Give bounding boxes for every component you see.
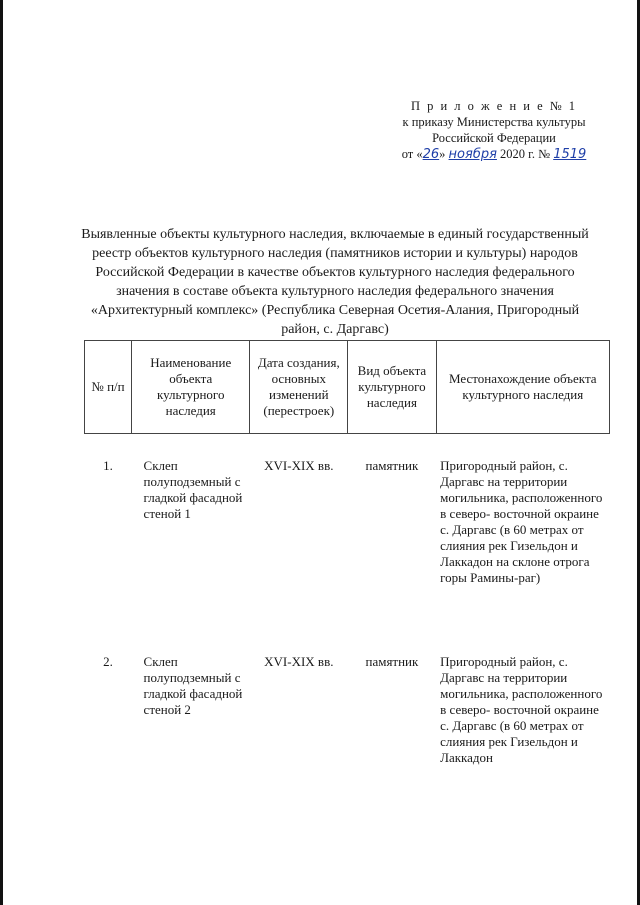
date-month-handwritten: ноября: [448, 147, 497, 162]
appendix-ministry: Российской Федерации: [432, 131, 556, 145]
row-kind: памятник: [365, 458, 419, 473]
row-date: XVI-XIX вв.: [264, 654, 334, 669]
document-title: Выявленные объекты культурного наследия, включаемые в единый государственный реестр объектов культурного наследия (памятников истории и культуры) народов Российской Федерации в качестве объектов культурного наследия федерального значения в составе объекта культурного наследия федерального значения «Архитектурный комплекс» (Республика Северная Осетия-Алания, Пригородный район, с. Даргавс): [81, 227, 589, 337]
row-name: Склеп полуподземный с гладкой фасадной стеной 2: [143, 654, 243, 717]
appendix-header: [378, 98, 610, 163]
date-prefix: от «: [401, 147, 423, 161]
table-spacer: [85, 434, 610, 459]
order-number-handwritten: 1519: [553, 147, 587, 162]
row-name: Склеп полуподземный с гладкой фасадной стеной 1: [143, 458, 243, 521]
header-kind: Вид объекта культурного наследия: [348, 341, 436, 434]
appendix-date-line: [378, 146, 610, 163]
date-year: 2020 г. №: [496, 147, 554, 161]
table-row: [85, 654, 610, 766]
header-date: Дата создания, основных изменений (перестроек): [250, 341, 348, 434]
scan-edge-left: [0, 0, 3, 905]
appendix-order-ref: к приказу Министерства культуры: [402, 115, 586, 129]
date-day-handwritten: 26: [422, 147, 440, 162]
table-header-row: [85, 341, 610, 434]
row-location: Пригородный район, с. Даргавс на территории могильника, расположенного в северо- восточной окраине с. Даргавс (в 60 метрах от слияния рек Гизельдон и Лаккадон: [440, 654, 603, 765]
header-number: № п/п: [85, 341, 132, 434]
header-location: Местонахождение объекта культурного наследия: [436, 341, 609, 434]
row-date: XVI-XIX вв.: [264, 458, 334, 473]
row-number: 1.: [103, 458, 113, 473]
table-row: [85, 458, 610, 654]
date-mid: »: [439, 147, 449, 161]
appendix-label: П р и л о ж е н и е № 1: [410, 99, 578, 113]
row-location: Пригородный район, с. Даргавс на территории могильника, расположенного в северо- восточной окраине с. Даргавс (в 60 метрах от слияния рек Гизельдон и Лаккадон на склоне отрога горы Рамины-раг): [440, 458, 603, 585]
row-kind: памятник: [365, 654, 419, 669]
heritage-objects-table: [84, 340, 610, 766]
row-number: 2.: [103, 654, 113, 669]
header-name: Наименование объекта культурного наследия: [132, 341, 250, 434]
